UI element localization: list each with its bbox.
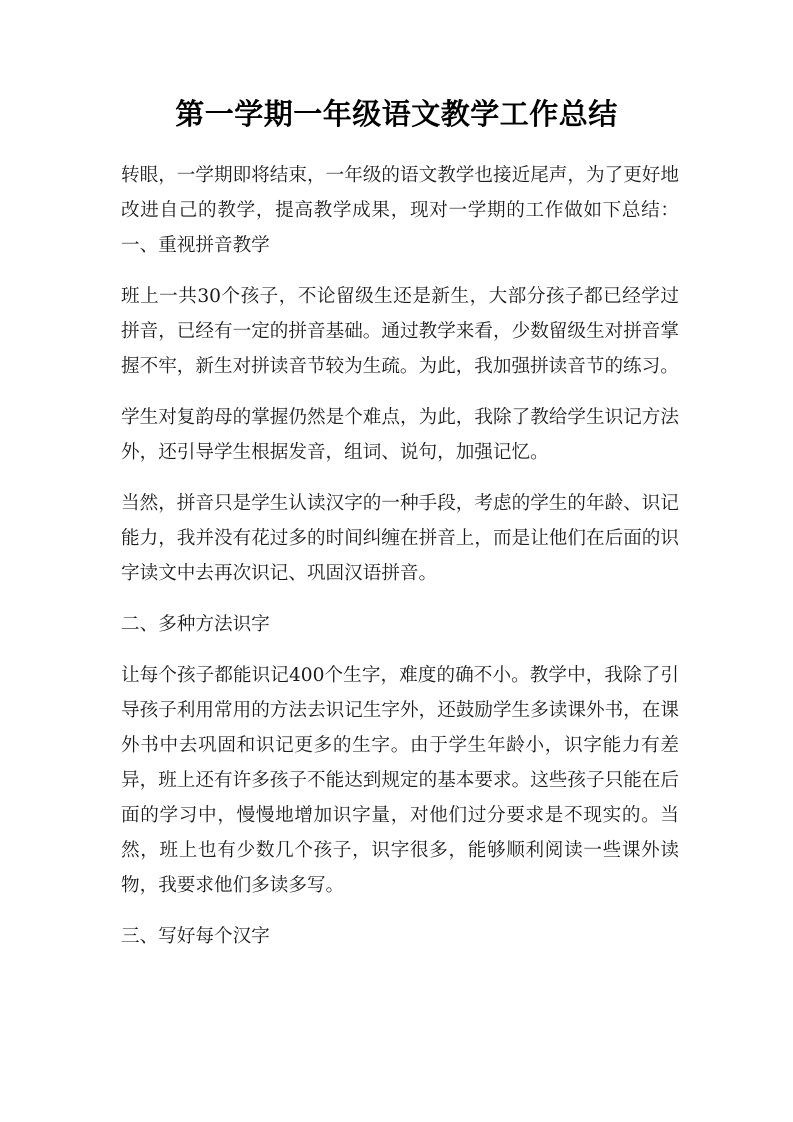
section-heading-writing: 三、写好每个汉字 [121,926,270,947]
section-heading-literacy: 二、多种方法识字 [121,614,270,635]
document-body [121,158,679,970]
paragraph-pinyin-basics: 班上一共30个孩子，不论留级生还是新生，大部分孩子都已经学过拼音，已经有一定的拼音基础。通过教学来看，少数留级生对拼音掌握不牢，新生对拼读音节较为生疏。为此，我加强拼读音节的练习。 [121,286,679,377]
paragraph-pinyin-means: 当然，拼音只是学生认读汉字的一种手段，考虑的学生的年龄、识记能力，我并没有花过多的时间纠缠在拼音上，而是让他们在后面的识字读文中去再次识记、巩固汉语拼音。 [121,493,679,584]
paragraph-compound-finals: 学生对复韵母的掌握仍然是个难点，为此，我除了教给学生识记方法外，还引导学生根据发音，组词、说句，加强记忆。 [121,407,679,463]
paragraph-intro: 转眼，一学期即将结束，一年级的语文教学也接近尾声，为了更好地改进自己的教学，提高教学成果，现对一学期的工作做如下总结：一、重视拼音教学 [121,165,679,256]
paragraph-literacy: 让每个孩子都能识记400个生字，难度的确不小。教学中，我除了引导孩子利用常用的方法去识记生字外，还鼓励学生多读课外书，在课外书中去巩固和识记更多的生字。由于学生年龄小，识字能力有差异，班上还有许多孩子不能达到规定的基本要求。这些孩子只能在后面的学习中，慢慢地增加识字量，对他们过分要求是不现实的。当然，班上也有少数几个孩子，识字很多，能够顺利阅读一些课外读物，我要求他们多读多写。 [121,665,679,896]
document-title: 第一学期一年级语文教学工作总结 [175,97,618,131]
